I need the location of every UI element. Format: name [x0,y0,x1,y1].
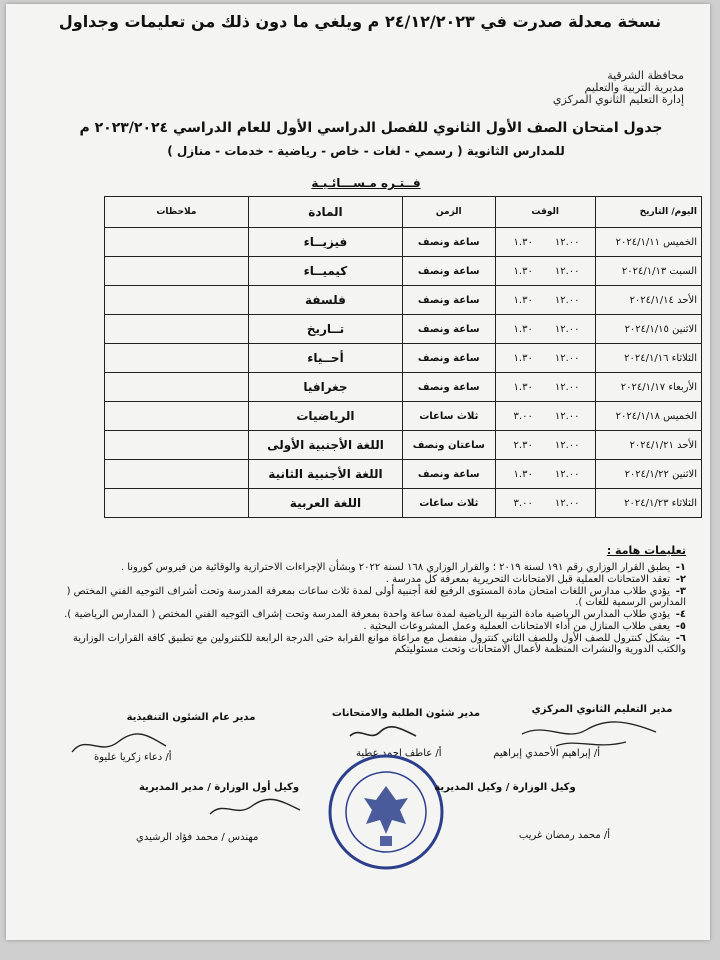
signature-role-students-exams-director: مدير شئون الطلبة والامتحانات [331,708,481,719]
row-subject: فلسفة [248,286,402,315]
signature-name-students-exams-director: أ/ عاطف احمد عطية [356,748,442,759]
row-start-time: ١٢.٠٠ [554,468,580,480]
exam-schedule-table [104,196,702,518]
document-subtitle: للمدارس الثانوية ( رسمي - لغات - خاص - رياضية - خدمات - منازل ) [167,144,565,158]
row-time [495,344,595,373]
table-row [105,431,702,460]
authority-block [384,70,684,106]
row-notes [105,460,249,489]
row-notes [105,402,249,431]
row-end-time: ١.٣٠ [513,265,533,277]
item-number: ٤- [675,609,686,620]
item-text: يؤدي طلاب مدارس اللغات امتحان مادة المستوى الرفيع لغة أجنبية أولى لمدة ثلاث ساعات بمعرفة المدرسة وتحت أشراف التوجيه الفني المختص ( المدارس الرسمية للغات ). [66,586,686,608]
row-duration: ساعتان ونصف [403,431,495,460]
row-time [495,286,595,315]
row-time [495,315,595,344]
row-start-time: ١٢.٠٠ [554,294,580,306]
document-page [6,4,710,940]
signature-name-secondary-director: أ/ إبراهيم الأحمدي إبراهيم [493,748,600,759]
signature-role-undersecretary: وكيل الوزارة / وكيل المديرية [434,782,576,793]
row-end-time: ١.٣٠ [513,381,533,393]
row-start-time: ١٢.٠٠ [554,236,580,248]
item-text: يؤدي طلاب المدارس الرياضية مادة التربية الرياضية لمدة ساعة واحدة بمعرفة المدرسة وتحت إشراف التوجيه الفني المختص ( المدارس الرياضية ). [64,609,670,620]
row-start-time: ١٢.٠٠ [554,352,580,364]
row-duration: ساعة ونصف [403,228,495,257]
row-end-time: ١.٣٠ [513,294,533,306]
row-subject: فيزيــاء [248,228,402,257]
list-item [56,574,686,585]
handwritten-signature-icon [206,794,306,824]
row-end-time: ١.٣٠ [513,323,533,335]
row-subject: كيميــاء [248,257,402,286]
row-time [495,489,595,518]
row-notes [105,228,249,257]
row-subject: اللغة العربية [248,489,402,518]
row-subject: أحــياء [248,344,402,373]
table-row [105,402,702,431]
row-time [495,228,595,257]
item-number: ١- [675,562,686,573]
directorate: مديرية التربية والتعليم [584,81,684,94]
list-item [56,633,686,655]
table-row [105,286,702,315]
row-day: الأحد ٢٠٢٤/١/٢١ [595,431,701,460]
row-subject: اللغة الأجنبية الثانية [248,460,402,489]
edition-note: نسخة معدلة صدرت في ٢٤/١٢/٢٠٢٣ م ويلغي ما دون ذلك من تعليمات وجداول [58,12,662,31]
item-text: يعفى طلاب المنازل من أداء الامتحانات العملية وعمل المشروعات البحثية . [363,621,670,632]
row-notes [105,315,249,344]
row-time [495,257,595,286]
row-time [495,402,595,431]
header-day-date: اليوم/ التاريخ [595,197,701,228]
row-end-time: ٣.٠٠ [513,410,533,422]
header-notes: ملاحظات [105,197,249,228]
row-duration: ساعة ونصف [403,315,495,344]
item-text: يشكل كنترول للصف الأول وللصف الثاني كنترول منفصل مع مراعاة موانع القرابة حتى الدرجة الرابعة للكنترولين مع تطبيق كافة القرارات الوزارية والكتب الدورية والنشرات المنظمة لأعمال الامتحانات وتحت مسئوليتكم [72,633,686,655]
signature-name-first-undersecretary: مهندس / محمد فؤاد الرشيدي [136,832,259,843]
row-day: الاثنين ٢٠٢٤/١/٢٢ [595,460,701,489]
handwritten-signature-icon [346,722,426,746]
row-end-time: ١.٣٠ [513,236,533,248]
table-row [105,373,702,402]
department: إدارة التعليم الثانوي المركزي [552,93,684,106]
row-notes [105,257,249,286]
signature-name-executive-affairs-director: أ/ دعاء زكريا عليوة [94,752,172,763]
row-end-time: ٣.٠٠ [513,497,533,509]
row-time [495,373,595,402]
row-day: الثلاثاء ٢٠٢٤/١/١٦ [595,344,701,373]
list-item [56,621,686,632]
table-row [105,228,702,257]
item-number: ٣- [675,586,686,597]
table-row [105,489,702,518]
row-notes [105,344,249,373]
row-time [495,460,595,489]
list-item [56,586,686,608]
row-start-time: ١٢.٠٠ [554,381,580,393]
row-notes [105,373,249,402]
row-day: الاثنين ٢٠٢٤/١/١٥ [595,315,701,344]
item-number: ٦- [675,633,686,644]
row-notes [105,431,249,460]
row-day: الخميس ٢٠٢٤/١/١١ [595,228,701,257]
row-start-time: ١٢.٠٠ [554,410,580,422]
row-subject: جغرافيا [248,373,402,402]
row-subject: تــاريخ [248,315,402,344]
row-end-time: ٢.٣٠ [513,439,533,451]
table-row [105,315,702,344]
row-end-time: ١.٣٠ [513,468,533,480]
row-notes [105,286,249,315]
signature-role-executive-affairs-director: مدير عام الشئون التنفيذية [126,712,256,723]
row-day: الخميس ٢٠٢٤/١/١٨ [595,402,701,431]
item-number: ٢- [675,574,686,585]
row-duration: ساعة ونصف [403,344,495,373]
row-duration: ثلاث ساعات [403,402,495,431]
row-start-time: ١٢.٠٠ [554,323,580,335]
row-subject: الرياضيات [248,402,402,431]
official-seal-icon [326,752,446,872]
table-row [105,257,702,286]
row-notes [105,489,249,518]
row-duration: ساعة ونصف [403,373,495,402]
row-duration: ثلاث ساعات [403,489,495,518]
row-day: الأحد ٢٠٢٤/١/١٤ [595,286,701,315]
table-header-row [105,197,702,228]
instructions-title: تعليمات هامة : [606,544,686,557]
row-start-time: ١٢.٠٠ [554,497,580,509]
governorate: محافظة الشرقية [607,69,684,82]
signature-name-undersecretary: أ/ محمد رمضان غريب [518,830,610,841]
header-subject: المادة [248,197,402,228]
item-text: تعقد الامتحانات العملية قبل الامتحانات التحريرية بمعرفة كل مدرسة . [385,574,670,585]
list-item [56,562,686,573]
document-title: جدول امتحان الصف الأول الثانوي للفصل الدراسي الأول للعام الدراسي ٢٠٢٣/٢٠٢٤ م [79,120,663,136]
item-text: يطبق القرار الوزاري رقم ١٩١ لسنة ٢٠١٩ ؛ والقرار الوزاري ١٦٨ لسنة ٢٠٢٢ وبشأن الإجراءات الاحترازية والوقائية من فيروس كورونا . [120,562,670,573]
header-time: الوقت [495,197,595,228]
row-start-time: ١٢.٠٠ [554,265,580,277]
period-label: فــتـره مـســـائـيـة [311,176,421,190]
row-time [495,431,595,460]
table-row [105,460,702,489]
row-subject: اللغة الأجنبية الأولى [248,431,402,460]
item-number: ٥- [675,621,686,632]
row-day: السبت ٢٠٢٤/١/١٣ [595,257,701,286]
row-end-time: ١.٣٠ [513,352,533,364]
signature-role-first-undersecretary: وكيل أول الوزارة / مدير المديرية [138,782,300,793]
signature-role-secondary-director: مدير التعليم الثانوي المركزي [531,704,673,715]
table-row [105,344,702,373]
instructions-list [56,562,686,656]
row-start-time: ١٢.٠٠ [554,439,580,451]
row-duration: ساعة ونصف [403,460,495,489]
row-duration: ساعة ونصف [403,257,495,286]
row-day: الأربعاء ٢٠٢٤/١/١٧ [595,373,701,402]
row-duration: ساعة ونصف [403,286,495,315]
list-item [56,609,686,620]
header-duration: الزمن [403,197,495,228]
row-day: الثلاثاء ٢٠٢٤/١/٢٣ [595,489,701,518]
